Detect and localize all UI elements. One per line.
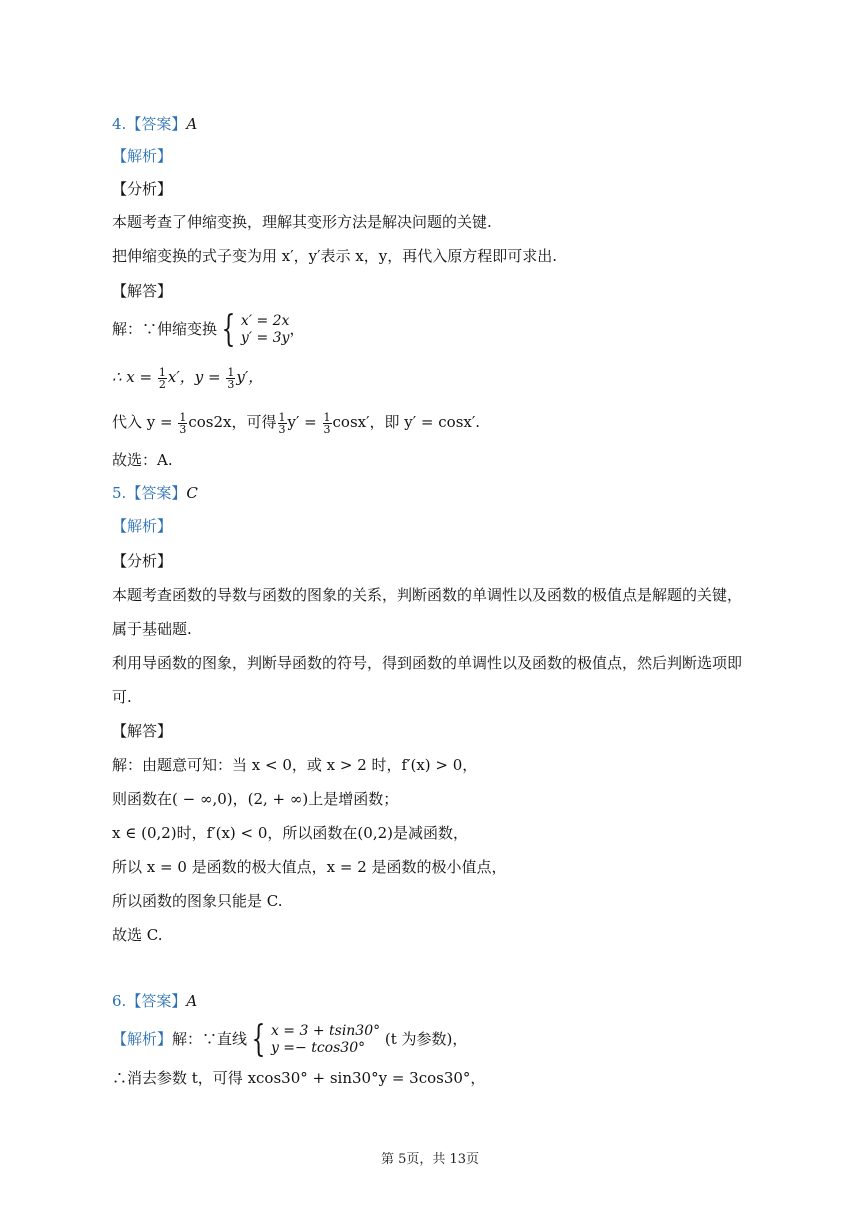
q6-answer-tag: 【答案】	[126, 992, 187, 1010]
q6-line-b: ∴消去参数 t，可得 xcos30° + sin30°y = 3cos30°，	[112, 1069, 486, 1087]
q4-fraction-1: $\frac{1}{2}$	[158, 365, 166, 391]
q5-step-1: 解：由题意可知：当 x < 0，或 x > 2 时，f′(x) > 0，	[112, 756, 478, 774]
q4-fraction-3: $\frac{1}{3}$	[179, 410, 187, 436]
q4-system-eq2: y′ = 3y	[240, 330, 290, 346]
q4-final: 故选：A.	[112, 451, 173, 469]
q4-paragraph-1: 本题考查了伸缩变换，理解其变形方法是解决问题的关键.	[112, 213, 492, 231]
q4-answer-tag: 【答案】	[126, 115, 187, 133]
q4-header	[112, 114, 197, 134]
q5-paragraph-1: 本题考查函数的导数与函数的图象的关系，判断函数的单调性以及函数的极值点是解题的关键，	[112, 586, 743, 604]
q4-number: 4.	[112, 115, 127, 133]
q4-paragraph-2: 把伸缩变换的式子变为用 x′，y′表示 x，y，再代入原方程即可求出.	[112, 247, 557, 265]
q5-paragraph-4: 可.	[112, 688, 132, 706]
q6-header	[112, 991, 197, 1011]
q6-system-eq1: x = 3 + tsin30°	[270, 1023, 381, 1039]
q4-equation-system	[217, 309, 290, 350]
q4-line-b-prefix: ∴ x =	[112, 368, 153, 386]
q4-system-suffix: ，	[289, 320, 305, 338]
q4-system-prefix: 解：∵伸缩变换	[112, 320, 218, 338]
q5-step-3: x ∈ (0,2)时，f′(x) < 0，所以函数在(0,2)是减函数，	[112, 824, 468, 842]
q4-answer: A	[186, 115, 198, 133]
q4-fraction-2: $\frac{1}{3}$	[227, 365, 235, 391]
q6-jiexi: 【解析】	[112, 1030, 173, 1048]
q4-line-b-mid: x′，y =	[167, 368, 221, 386]
q5-fenxi: 【分析】	[112, 552, 173, 570]
q5-answer: C	[186, 484, 198, 502]
q5-step-2: 则函数在( − ∞,0)，(2, + ∞)上是增函数；	[112, 790, 399, 808]
q4-fenxi: 【分析】	[112, 180, 173, 198]
q5-step-4: 所以 x = 0 是函数的极大值点，x = 2 是函数的极小值点，	[112, 858, 507, 876]
q6-system-prefix: 解：∵直线	[172, 1030, 248, 1048]
q4-line-c-1: 代入 y =	[112, 413, 173, 431]
q4-line-b-end: y′，	[236, 368, 264, 386]
q4-fraction-5: $\frac{1}{3}$	[323, 410, 331, 436]
q6-equation-system	[247, 1019, 381, 1060]
q4-system-line	[112, 309, 305, 350]
q4-system-eq1: x′ = 2x	[240, 313, 290, 329]
q5-final: 故选 C.	[112, 926, 163, 944]
q4-line-c-3: y′ =	[287, 413, 317, 431]
q5-step-5: 所以函数的图象只能是 C.	[112, 892, 283, 910]
brace-icon: {	[221, 309, 236, 350]
q5-number: 5.	[112, 484, 127, 502]
q6-system-line	[112, 1020, 467, 1058]
q6-answer: A	[186, 992, 198, 1010]
brace-icon: {	[251, 1019, 266, 1060]
q5-jieda: 【解答】	[112, 722, 173, 740]
q5-paragraph-3: 利用导函数的图象，判断导函数的符号，得到函数的单调性以及函数的极值点，然后判断选项即	[112, 654, 743, 672]
q5-answer-tag: 【答案】	[126, 484, 187, 502]
q5-header	[112, 483, 198, 503]
q6-number: 6.	[112, 992, 127, 1010]
q4-line-c-4: cosx′，即 y′ = cosx′.	[332, 413, 481, 431]
q6-system-suffix: (t 为参数)，	[384, 1030, 468, 1048]
q4-jieda: 【解答】	[112, 282, 173, 300]
q6-system-eq2: y =− tcos30°	[270, 1040, 366, 1056]
q4-line-c-2: cos2x，可得	[188, 413, 277, 431]
q5-jiexi: 【解析】	[112, 517, 173, 535]
q5-paragraph-2: 属于基础题.	[112, 620, 192, 638]
q4-fraction-4: $\frac{1}{3}$	[278, 410, 286, 436]
q4-line-c	[112, 409, 480, 435]
page-footer: 第 5页，共 13页	[380, 1152, 480, 1167]
q4-line-b	[112, 364, 263, 390]
q4-jiexi: 【解析】	[112, 147, 173, 165]
